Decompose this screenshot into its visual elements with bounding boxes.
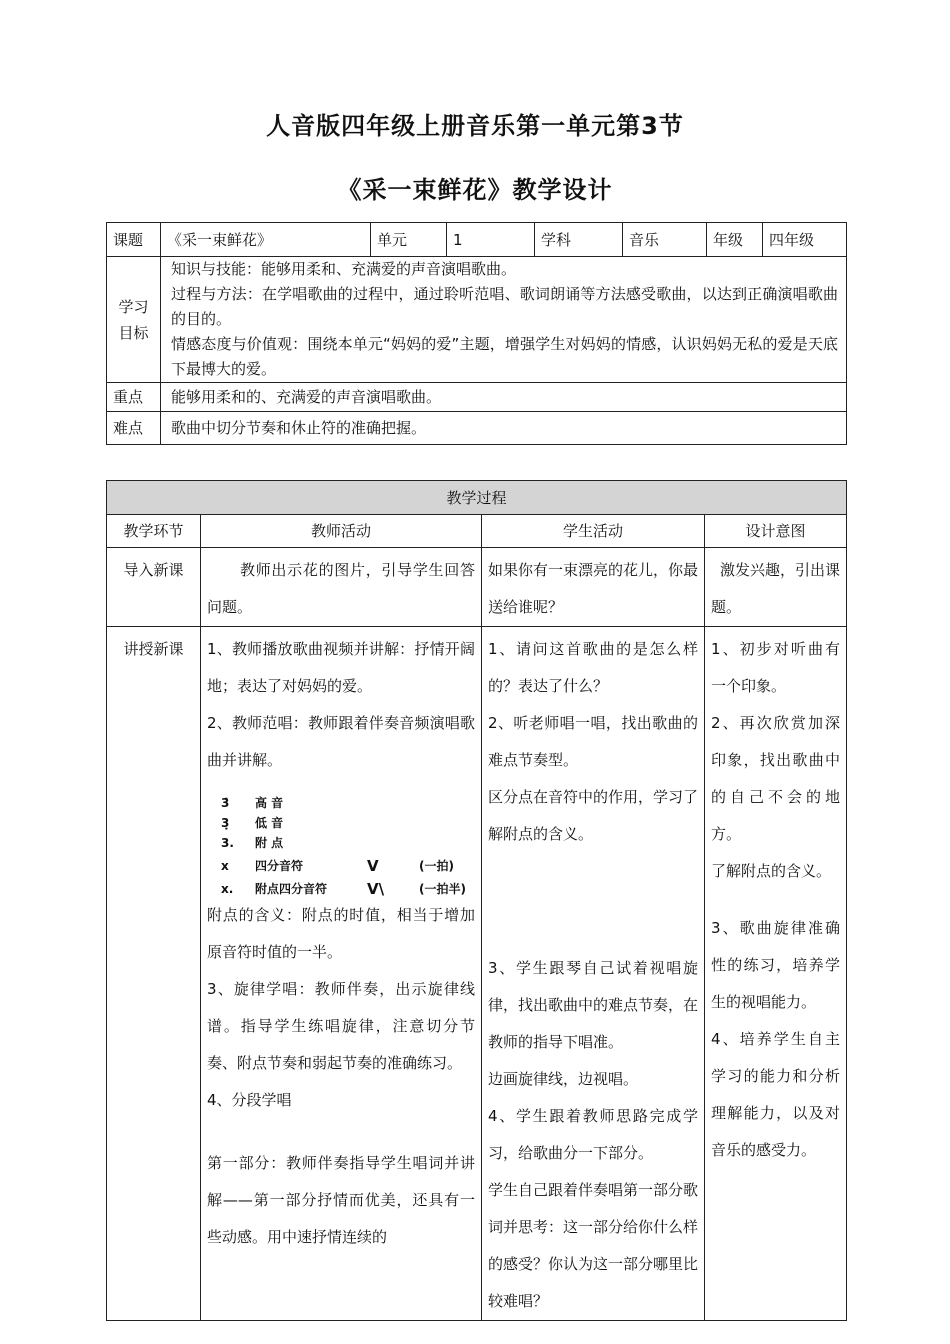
intent-1: 1、初步对听曲有一个印象。: [711, 640, 841, 695]
lesson-student: [482, 627, 705, 1321]
intent-dot: 了解附点的含义。: [711, 862, 832, 880]
key-point-label: 重点: [107, 383, 161, 412]
goals-label: 学习目标: [107, 257, 161, 383]
notation-low-label: 低 音: [255, 816, 284, 830]
notation-quarter-stroke: V: [367, 857, 379, 875]
lesson-teacher: [201, 627, 482, 1321]
topic-label: 课题: [107, 223, 161, 257]
col-teacher: 教师活动: [201, 515, 482, 548]
student-step-3: 3、学生跟琴自己试着视唱旋律，找出歌曲中的难点节奏，在教师的指导下唱准。: [488, 959, 699, 1051]
unit-label: 单元: [371, 223, 447, 257]
notation-high-symbol: 3̇: [221, 796, 230, 810]
student-dot: 区分点在音符中的作用，学习了解附点的含义。: [488, 788, 699, 843]
teacher-step-3: 3、旋律学唱：教师伴奏，出示旋律线谱。指导学生练唱旋律，注意切分节奏、附点节奏和弱起节奏的准确练习。: [207, 980, 475, 1072]
student-step-1: 1、请问这首歌曲的是怎么样的？表达了什么？: [488, 640, 698, 695]
goal-attitude: 情感态度与价值观：围绕本单元“妈妈的爱”主题，增强学生对妈妈的情感，认识妈妈无私的爱是天底下最博大的爱。: [171, 335, 838, 378]
goal-process: 过程与方法：在学唱歌曲的过程中，通过聆听范唱、歌词朗诵等方法感受歌曲，以达到正确演唱歌曲的目的。: [171, 285, 838, 328]
process-title: 教学过程: [107, 481, 847, 515]
notation-dotted-stroke: V\: [367, 880, 385, 898]
intro-stage: 导入新课: [107, 548, 201, 627]
teacher-part-1: 第一部分：教师伴奏指导学生唱词并讲解——第一部分抒情而优美，还具有一些动感。用中速抒情连续的: [207, 1154, 475, 1246]
notation-dot-label: 附 点: [255, 836, 284, 850]
difficulty-label: 难点: [107, 412, 161, 445]
student-part-1: 学生自己跟着伴奏唱第一部分歌词并思考：这一部分给你什么样的感受？你认为这一部分哪里比较难唱？: [488, 1181, 699, 1310]
notation-quarter-label: 四分音符: [255, 859, 304, 873]
intent-4: 4、培养学生自主学习的能力和分析理解能力，以及对音乐的感受力。: [711, 1030, 841, 1159]
topic-value: 《采一束鲜花》: [161, 223, 371, 257]
notation-quarter-symbol: x: [221, 859, 229, 873]
intro-intent: 激发兴趣，引出课题。: [705, 548, 847, 627]
grade-label: 年级: [707, 223, 763, 257]
process-table: [106, 480, 847, 1321]
notation-dotted-symbol: x.: [221, 882, 234, 896]
student-step-4: 4、学生跟着教师思路完成学习，给歌曲分一下部分。: [488, 1107, 698, 1162]
intent-3: 3、歌曲旋律准确性的练习，培养学生的视唱能力。: [711, 919, 841, 1011]
student-step-2: 2、听老师唱一唱，找出歌曲的难点节奏型。: [488, 714, 698, 769]
subject-label: 学科: [535, 223, 623, 257]
notation-dot-symbol: 3.: [221, 836, 234, 850]
goal-knowledge: 知识与技能：能够用柔和、充满爱的声音演唱歌曲。: [171, 260, 517, 278]
intent-2: 2、再次欣赏加深印象，找出歌曲中的自己不会的地方。: [711, 714, 841, 843]
notation-dotted-beat: (一拍半): [419, 882, 466, 896]
intro-student: 如果你有一束漂亮的花儿，你最送给谁呢？: [482, 548, 705, 627]
intro-teacher: 教师出示花的图片，引导学生回答问题。: [201, 548, 482, 627]
col-stage: 教学环节: [107, 515, 201, 548]
lesson-stage: 讲授新课: [107, 627, 201, 1321]
teacher-dot-meaning: 附点的含义：附点的时值，相当于增加原音符时值的一半。: [207, 906, 475, 961]
key-point-text: 能够用柔和的、充满爱的声音演唱歌曲。: [161, 383, 847, 412]
student-melody-line: 边画旋律线，边视唱。: [488, 1070, 639, 1088]
difficulty-text: 歌曲中切分节奏和休止符的准确把握。: [161, 412, 847, 445]
col-student: 学生活动: [482, 515, 705, 548]
teacher-step-1: 1、教师播放歌曲视频并讲解：抒情开阔地；表达了对妈妈的爱。: [207, 640, 475, 695]
lesson-intent: [705, 627, 847, 1321]
notation-low-symbol: 3̣: [221, 816, 230, 830]
teacher-step-4: 4、分段学唱: [207, 1091, 292, 1109]
teacher-step-2: 2、教师范唱：教师跟着伴奏音频演唱歌曲并讲解。: [207, 714, 475, 769]
notation-dotted-label: 附点四分音符: [255, 882, 328, 896]
document-subtitle: 《采一束鲜花》教学设计: [337, 176, 613, 204]
grade-value: 四年级: [763, 223, 847, 257]
subject-value: 音乐: [623, 223, 707, 257]
col-intent: 设计意图: [705, 515, 847, 548]
info-table: [106, 222, 847, 445]
goals-content: [161, 257, 847, 383]
notation-quarter-beat: (一拍): [419, 859, 454, 873]
document-title: 人音版四年级上册音乐第一单元第3节: [266, 112, 684, 140]
notation-legend: [207, 781, 475, 898]
unit-value: 1: [447, 223, 535, 257]
notation-high-label: 高 音: [255, 796, 284, 810]
